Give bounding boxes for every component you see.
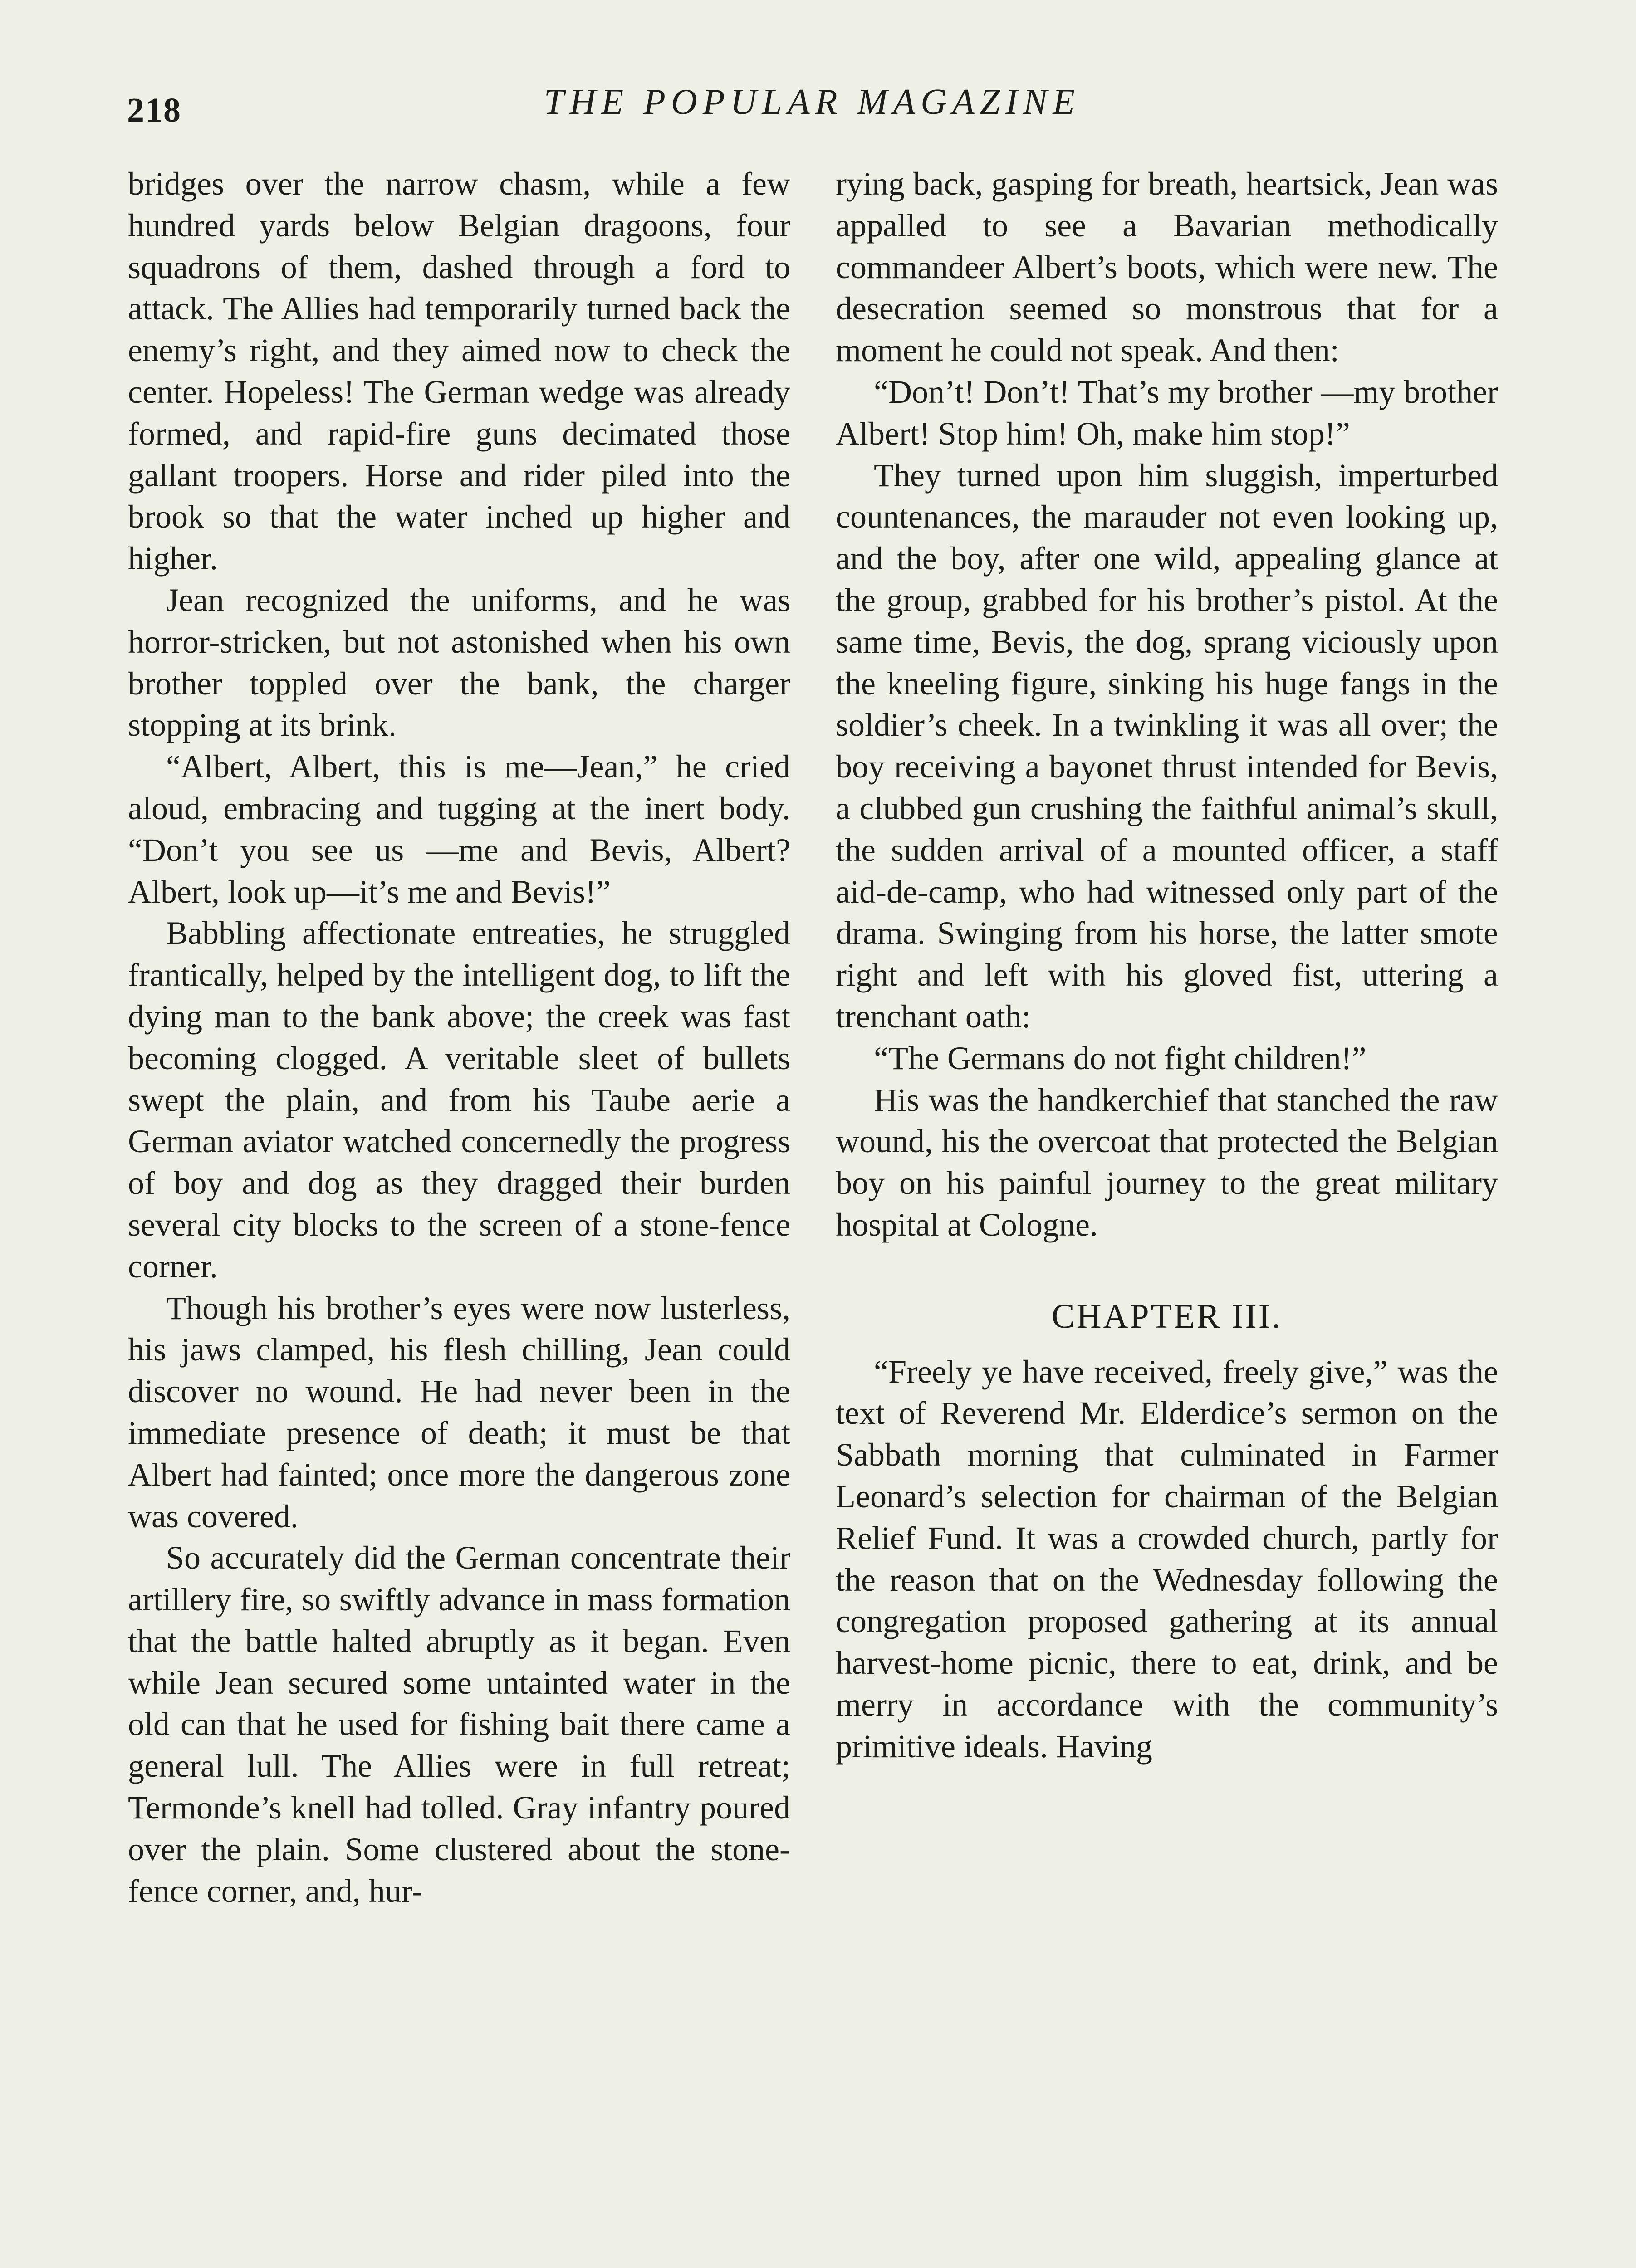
page-header bbox=[127, 82, 1497, 136]
paragraph: His was the handkerchief that stanched the raw wound, his the overcoat that protected the Belgian boy on his painful journey to the great military hospital at Cologne. bbox=[836, 1081, 1498, 1243]
paragraph: “Albert, Albert, this is me—Jean,” he cried aloud, embracing and tugging at the inert body. “Don’t you see us —me and Bevis, Albert? Albert, look up—it’s me and Bevis!” bbox=[128, 748, 790, 910]
paragraph: “Freely ye have received, freely give,” was the text of Reverend Mr. Elderdice’s sermon on the Sabbath morning that culminated in Farmer Leonard’s selection for chairman of the Belgian Relief Fund. It was a crowded church, partly for the reason that on the Wednesday following the congregation proposed gathering at its annual harvest-home picnic, there to eat, drink, and be merry in accordance with the community’s primitive ideals. Having bbox=[836, 1353, 1498, 1765]
paragraph: bridges over the narrow chasm, while a few hundred yards below Belgian dragoons, four squadrons of them, dashed through a ford to attack. The Allies had temporarily turned back the enemy’s right, and they aimed now to check the center. Hopeless! The German wedge was already formed, and rapid-fire guns decimated those gallant troopers. Horse and rider piled into the brook so that the water inched up higher and higher. bbox=[128, 166, 790, 577]
paragraph: Jean recognized the uniforms, and he was horror-stricken, but not astonished when his own brother toppled over the bank, the charger stopping at its brink. bbox=[128, 582, 790, 743]
right-column bbox=[836, 163, 1498, 1767]
paragraph: They turned upon him sluggish, imperturbed countenances, the marauder not even looking up, and the boy, after one wild, appealing glance at the group, grabbed for his brother’s pistol. At the same time, Bevis, the dog, sprang viciously upon the kneeling figure, sinking his huge fangs in the soldier’s cheek. In a twinkling it was all over; the boy receiving a bayonet thrust intended for Bevis, a clubbed gun crushing the faithful animal’s skull, the sudden arrival of a mounted officer, a staff aid-de-camp, who had witnessed only part of the drama. Swinging from his horse, the latter smote right and left with his gloved fist, uttering a trenchant oath: bbox=[836, 457, 1498, 1035]
page-number: 218 bbox=[127, 91, 181, 129]
paragraph: rying back, gasping for breath, heartsick, Jean was appalled to see a Bavarian methodically commandeer Albert’s boots, which were new. The desecration seemed so monstrous that for a moment he could not speak. And then: bbox=[836, 166, 1498, 369]
paragraph: Though his brother’s eyes were now lusterless, his jaws clamped, his flesh chilling, Jean could discover no wound. He had never been in the immediate presence of death; it must be that Albert had fainted; once more the dangerous zone was covered. bbox=[128, 1290, 790, 1535]
paragraph: “The Germans do not fight children!” bbox=[874, 1040, 1367, 1076]
chapter-heading: CHAPTER III. bbox=[1051, 1297, 1283, 1335]
paragraph: Babbling affectionate entreaties, he struggled frantically, helped by the intelligent dog, to lift the dying man to the bank above; the creek was fast becoming clogged. A veritable sleet of bullets swept the plain, and from his Taube aerie a German aviator watched concernedly the progress of boy and dog as they dragged their burden several city blocks to the screen of a stone-fence corner. bbox=[128, 915, 790, 1285]
paragraph: “Don’t! Don’t! That’s my brother —my brother Albert! Stop him! Oh, make him stop!” bbox=[836, 373, 1498, 452]
paragraph: So accurately did the German concentrate their artillery fire, so swiftly advance in mass formation that the battle halted abruptly as it began. Even while Jean secured some untainted water in the old can that he used for fishing bait there came a general lull. The Allies were in full retreat; Termonde’s knell had tolled. Gray infantry poured over the plain. Some clustered about the stone-fence corner, and, hur- bbox=[128, 1540, 790, 1909]
left-column bbox=[128, 163, 790, 1912]
running-title: THE POPULAR MAGAZINE bbox=[544, 82, 1081, 122]
